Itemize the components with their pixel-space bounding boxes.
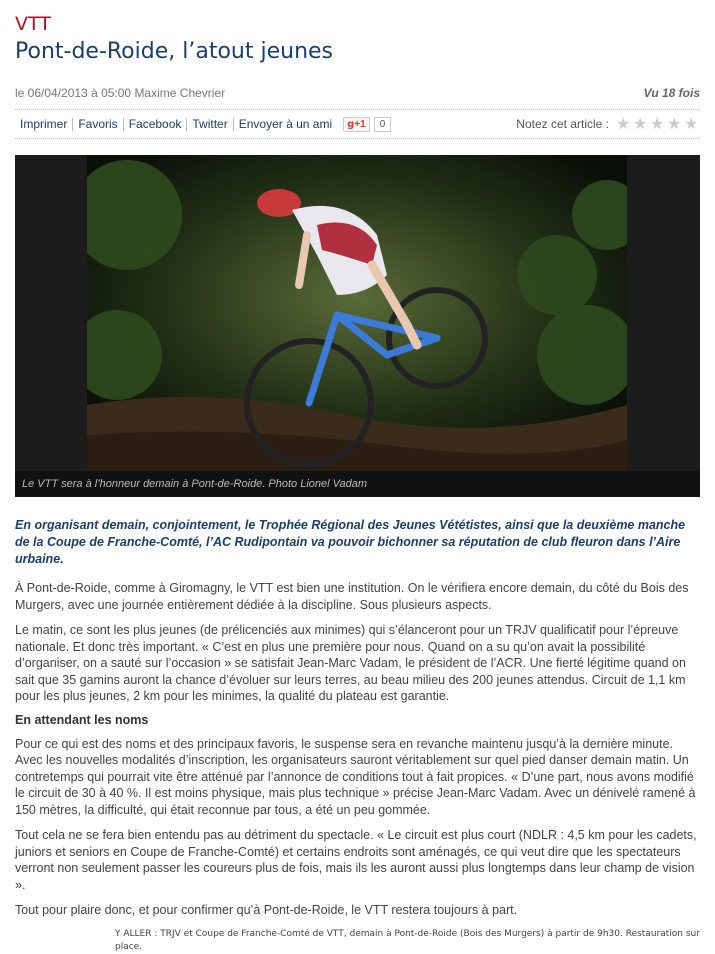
photo-caption: Le VTT sera à l’honneur demain à Pont-de-Roide. Photo Lionel Vadam (15, 471, 700, 497)
view-count: Vu 18 fois (643, 86, 700, 100)
rating-stars[interactable] (615, 116, 700, 132)
gplus-count: 0 (374, 117, 392, 132)
article-lead: En organisant demain, conjointement, le Trophée Régional des Jeunes Vététistes, ainsi que la deuxième manche de la Coupe de Franche-Comté, l’AC Rudipontain va pouvoir bichonner sa réputation de club fleuron dans l’Aire urbaine. (15, 518, 686, 566)
rating-label: Notez cet article : (516, 117, 609, 131)
star-icon[interactable]: ★ (684, 114, 699, 133)
twitter-link[interactable]: Twitter (187, 118, 233, 131)
article-rubric: VTT (15, 13, 51, 35)
paragraph: Pour ce qui est des noms et des principaux favoris, le suspense sera en revanche maintenu jusqu’à la dernière minute. Avec les nouvelles modalités d’inscription, les organisateurs sauront véritablement sur quel pied danser demain matin. Un contretemps qui pourrait vite être atténué par l’annonce de conditions tout à fait propices. « D’une part, nous avons modifié le circuit de 30 à 40 %. Il est moins physique, mais plus technique » précise Jean-Marc Vadam. Avec un dénivelé ramené à 150 mètres, la difficulté, qui était reconnue par tous, a été un peu gommée. (15, 736, 696, 817)
article (0, 13, 715, 954)
send-to-friend-link[interactable]: Envoyer à un ami (238, 116, 333, 131)
byline: le 06/04/2013 à 05:00 Maxime Chevrier (15, 86, 226, 100)
share-toolbar (15, 110, 700, 138)
divider (15, 138, 700, 139)
paragraph: Le matin, ce sont les plus jeunes (de prélicenciés aux minimes) qui s’élanceront pour un TRJV qualificatif pour l’épreuve nationale. Et donc très important. « C’est en plus une première pour nous. Quand on a su qu’on avait la possibilité d’organiser, on a sauté sur l’occasion » se satisfait Jean-Marc Vadam, le président de l’ACR. Une fierté légitime quand on sait que 35 gamins auront la chance d’évoluer sur leurs terres, au beau milieu des 200 jeunes attendus. Circuit de 1,1 km pour les plus jeunes, 2 km pour les minimes, la qualité du plateau est garantie. (15, 623, 686, 703)
subheading: En attendant les noms (15, 712, 149, 727)
paragraph: À Pont-de-Roide, comme à Giromagny, le VTT est bien une institution. On le vérifiera encore demain, du côté du Bois des Murgers, avec une journée entièrement dédiée à la discipline. Sous plusieurs aspects. (15, 581, 689, 612)
gplus-button[interactable]: g+1 (343, 117, 370, 132)
paragraph: Tout pour plaire donc, et pour confirmer qu’à Pont-de-Roide, le VTT restera toujours à part. (15, 903, 518, 917)
facebook-link[interactable]: Facebook (124, 118, 188, 131)
article-photo (87, 155, 627, 471)
gplus-widget[interactable] (343, 117, 391, 132)
article-title: Pont-de-Roide, l’atout jeunes (15, 39, 334, 64)
star-icon[interactable]: ★ (667, 114, 682, 133)
star-icon[interactable]: ★ (633, 114, 648, 133)
star-icon[interactable]: ★ (650, 114, 665, 133)
article-body (15, 580, 700, 954)
print-link[interactable]: Imprimer (15, 118, 73, 131)
rating-widget (516, 116, 700, 132)
paragraph: Tout cela ne se fera bien entendu pas au détriment du spectacle. « Le circuit est plus court (NDLR : 4,5 km pour les cadets, juniors et seniors en Coupe de Franche-Comté) et certains endroits sont aménagés, ce qui veut dire que les spectateurs verront non seulement passer les coureurs plus de fois, mais ils les auront aussi plus longtemps dans leur champ de vision ». (15, 828, 697, 892)
share-links (15, 117, 391, 132)
star-icon[interactable]: ★ (616, 114, 631, 133)
practical-info-note: Y ALLER : TRJV et Coupe de Franche-Comté de VTT, demain à Pont-de-Roide (Bois des Murgers) à partir de 9h30. Restauration sur place. (115, 928, 700, 952)
photo-frame (15, 155, 700, 497)
article-meta (15, 85, 700, 101)
favorites-link[interactable]: Favoris (73, 118, 123, 131)
mountain-bike-photo (87, 155, 627, 471)
